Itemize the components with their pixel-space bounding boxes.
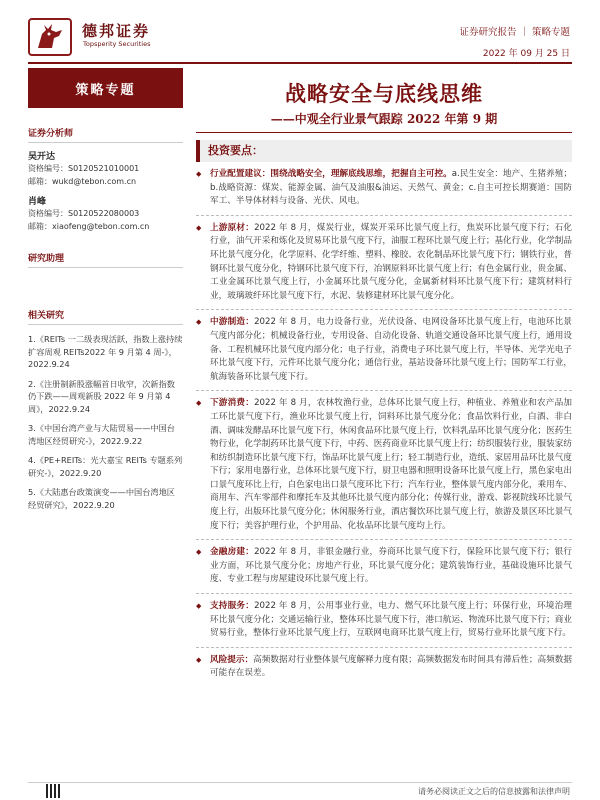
page-subtitle: ——中观全行业景气跟踪 2022 年第 9 期 xyxy=(270,112,498,126)
key-points-heading xyxy=(196,140,572,162)
related-research-item[interactable]: 2.《注册制新股涨幅首日收窄，次新指数仍下跌——周观新股 2022 年 9 月第 4 周》，2022.9.24 xyxy=(28,378,175,414)
report-type: 证券研究报告 ｜ 策略专题 xyxy=(459,27,570,38)
divider xyxy=(196,647,572,648)
section-label: 支持服务： xyxy=(210,601,255,612)
section-label: 中游制造： xyxy=(210,317,255,328)
section-allocation xyxy=(196,168,572,209)
section-downstream xyxy=(196,397,572,533)
deer-logo-icon xyxy=(32,22,68,52)
section-risk xyxy=(196,654,572,681)
section-finance xyxy=(196,546,572,587)
divider xyxy=(196,390,572,391)
related-heading: 相关研究 xyxy=(28,308,183,325)
section-label: 风险提示： xyxy=(210,654,254,665)
footer-disclaimer: 请务必阅读正文之后的信息披露和法律声明 xyxy=(418,787,570,796)
analyst-email[interactable]: 邮箱：xiaofeng@tebon.com.cn xyxy=(28,222,150,231)
analyst-cert: 资格编号：S0120522080003 xyxy=(28,209,140,218)
divider xyxy=(196,593,572,594)
section-label: 下游消费： xyxy=(210,398,255,409)
related-research-item[interactable]: 5.《大陆惠台政策演变——中国台湾地区经贸研究》，2022.9.20 xyxy=(28,487,175,510)
analyst-name: 吴开达 xyxy=(28,152,56,162)
related-research-item[interactable]: 4.《PE+REITs：光大嘉宝 REITs 专题系列研究-》，2022.9.20 xyxy=(28,455,183,478)
analyst-email[interactable]: 邮箱：wukd@tebon.com.cn xyxy=(28,177,137,186)
section-text: 2022 年 8 月，煤炭行业，煤炭开采环比景气度上行，焦炭环比景气度下行；石化行业，油气开采和炼化及贸易环比景气度下行，油服工程环比景气度上行；基化行业，化学制品环比景气度分化，化学原料、化学纤维、塑料、橡胶、农化制品环比景气度下行；钢铁行业，普钢环比景气度分化，特钢环比景气度下行，冶钢原料环比景气度上行；有色金属行业，贵金属、工业金属环比景气度上行，小金属环比景气度分化，金属新材料环比景气度下行；建筑材料行业，玻璃玻纤环比景气度下行，水泥、装修建材环比景气度分化。 xyxy=(210,222,572,301)
related-research-item[interactable]: 3.《中国台湾产业与大陆贸易——中国台湾地区经贸研究-》，2022.9.22 xyxy=(28,423,175,446)
section-services xyxy=(196,600,572,641)
assistant-heading: 研究助理 xyxy=(28,251,183,268)
section-label: 行业配置建议：围绕战略安全，理解底线思维，把握自主可控。 xyxy=(210,169,452,179)
section-upstream xyxy=(196,222,572,304)
footer-divider xyxy=(28,782,572,783)
section-label: 金融房建： xyxy=(210,547,255,558)
section-text: 高频数据对行业整体景气度解释力度有限；高频数据发布时间具有滞后性；高频数据可能存在误差。 xyxy=(210,654,572,679)
page-title: 战略安全与底线思维 xyxy=(285,81,483,106)
divider xyxy=(196,309,572,310)
section-text: a.民生安全：地产、生猪养殖；b.战略资源：煤炭、能源金属、油气及油服&油运、天然气、黄金；c.自主可控长期赛道：国防军工、半导体材料与设备、光伏、风电。 xyxy=(210,169,572,207)
brand-logo xyxy=(28,18,72,56)
brand-name-en: Topsperity Securities xyxy=(83,40,151,48)
related-research-list xyxy=(28,333,183,511)
key-points-body xyxy=(196,168,572,681)
divider xyxy=(196,215,572,216)
section-label: 上游原材： xyxy=(210,222,255,233)
section-text: 2022 年 8 月，非银金融行业，券商环比景气度下行，保险环比景气度下行；银行业方面，环比景气度分化；房地产行业，环比景气度分化；建筑装饰行业，基础设施环比景气度、专业工程与房屋建设环比景气度上行。 xyxy=(210,547,572,585)
analyst-1 xyxy=(28,149,183,188)
header-divider xyxy=(28,62,572,64)
key-points-label: 投资要点： xyxy=(208,144,263,157)
qr-code-icon xyxy=(46,784,62,798)
analyst-2 xyxy=(28,194,183,233)
sidebar xyxy=(28,68,183,518)
section-text: 2022 年 8 月，公用事业行业，电力、燃气环比景气度上行；环保行业，环境治理环比景气度分化；交通运输行业，整体环比景气度下行，港口航运、物流环比景气度下行；商业贸易行业，整体行业环比景气度上行，互联网电商环比景气度上行，贸易行业环比景气度下行。 xyxy=(210,601,572,639)
title-divider xyxy=(196,132,572,133)
section-text: 2022 年 8 月，农林牧渔行业，总体环比景气度上行，种植业、养殖业和农产品加工环比景气度下行，渔业环比景气度上行，饲料环比景气度分化；食品饮料行业，白酒、非白酒、调味发酵品环比景气度下行，休闲食品环比景气度上行，饮料乳品环比景气度分化；医药生物行业，化学制药环比景气度下行，中药、医药商业环比景气度上行；纺织服装行业，服装家纺和纺织制造环比景气度下行，饰品环比景气度上行；轻工制造行业，造纸、家居用品环比景气度下行；家用电器行业，总体环比景气度下行，厨卫电器和照明设备环比景气度上行，黑色家电出口景气度环比上行，白色家电出口景气度环比下行；汽车行业，整体景气度内部分化，乘用车、商用车、汽车零部件和摩托车及其他环比景气度内部分化；传媒行业，游戏、影视院线环比景气度上行，出版环比景气度分化；休闲服务行业，酒店餐饮环比景气度上行，旅游及景区环比景气度下行；美容护理行业，个护用品、化妆品环比景气度均上行。 xyxy=(210,398,572,531)
brand-name: 德邦证券 xyxy=(82,22,151,40)
divider xyxy=(196,539,572,540)
category-label: 策略专题 xyxy=(28,68,183,108)
report-date: 2022 年 09 月 25 日 xyxy=(482,49,570,59)
section-text: 2022 年 8 月，电力设备行业，光伏设备、电网设备环比景气度上行，电池环比景气度内部分化；机械设备行业，专用设备、自动化设备、轨道交通设备环比景气度上行，通用设备、工程机械环比景气度内部分化；电子行业，消费电子环比景气度上行，半导体、光学光电子环比景气度下行，元件环比景气度分化；通信行业，基站设备环比景气度上行；国防军工行业，航海装备环比景气度下行。 xyxy=(210,317,572,382)
analyst-cert: 资格编号：S0120521010001 xyxy=(28,164,140,173)
related-research-item[interactable]: 1.《REITs 一二级表现活跃，指数上涨持续扩容周观 REITs2022 年 9 月第 4 周-》，2022.9.24 xyxy=(28,334,183,369)
section-midstream xyxy=(196,316,572,384)
analyst-name: 肖峰 xyxy=(28,197,47,207)
analyst-heading: 证券分析师 xyxy=(28,126,183,143)
